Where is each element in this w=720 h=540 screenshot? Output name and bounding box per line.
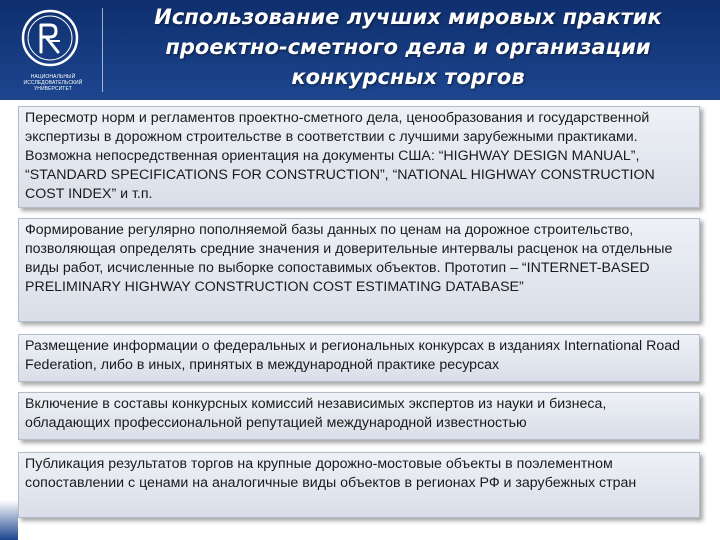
text-block-5: Публикация результатов торгов на крупные дорожно-мостовые объекты в поэлементном сопоставлении с ценами на аналогичные виды объектов в регионах РФ и зарубежных стран bbox=[18, 452, 700, 518]
text-block-1: Пересмотр норм и регламентов проектно-сметного дела, ценообразования и государственной экспертизы в дорожном строительстве в соответствии с лучшими зарубежными практиками. Возможна непосредственная ориентация на документы США: “HIGHWAY DESIGN MANUAL”, “STANDARD SPECIFICATIONS FOR CONSTRUCTION”, “NATIONAL HIGHWAY CONSTRUCTION COST INDEX” и т.п. bbox=[18, 106, 700, 208]
university-emblem-icon bbox=[20, 8, 80, 68]
page-title: Использование лучших мировых практик проектно-сметного дела и организации конкурсных торгов bbox=[154, 5, 662, 89]
text-block-3: Размещение информации о федеральных и региональных конкурсах в изданиях International Road Federation, либо в иных, принятых в международной практике ресурсах bbox=[18, 334, 700, 382]
header-divider bbox=[102, 8, 103, 92]
text-block-2: Формирование регулярно пополняемой базы данных по ценам на дорожное строительство, позволяющая определять средние значения и доверительные интервалы расценок на отдельные виды работ, исчисленные по выборке сопоставимых объектов. Прототип – “INTERNET-BASED PRELIMINARY HIGHWAY CONSTRUCTION COST ESTIMATING DATABASE” bbox=[18, 218, 700, 322]
text-block-4: Включение в составы конкурсных комиссий независимых экспертов из науки и бизнеса, обладающих профессиональной репутацией международной известностью bbox=[18, 392, 700, 440]
header-banner bbox=[0, 0, 720, 100]
university-logo bbox=[8, 6, 104, 96]
logo-caption: НАЦИОНАЛЬНЫЙ ИССЛЕДОВАТЕЛЬСКИЙ УНИВЕРСИТЕТ bbox=[23, 74, 83, 92]
decorative-stripe bbox=[0, 500, 18, 540]
